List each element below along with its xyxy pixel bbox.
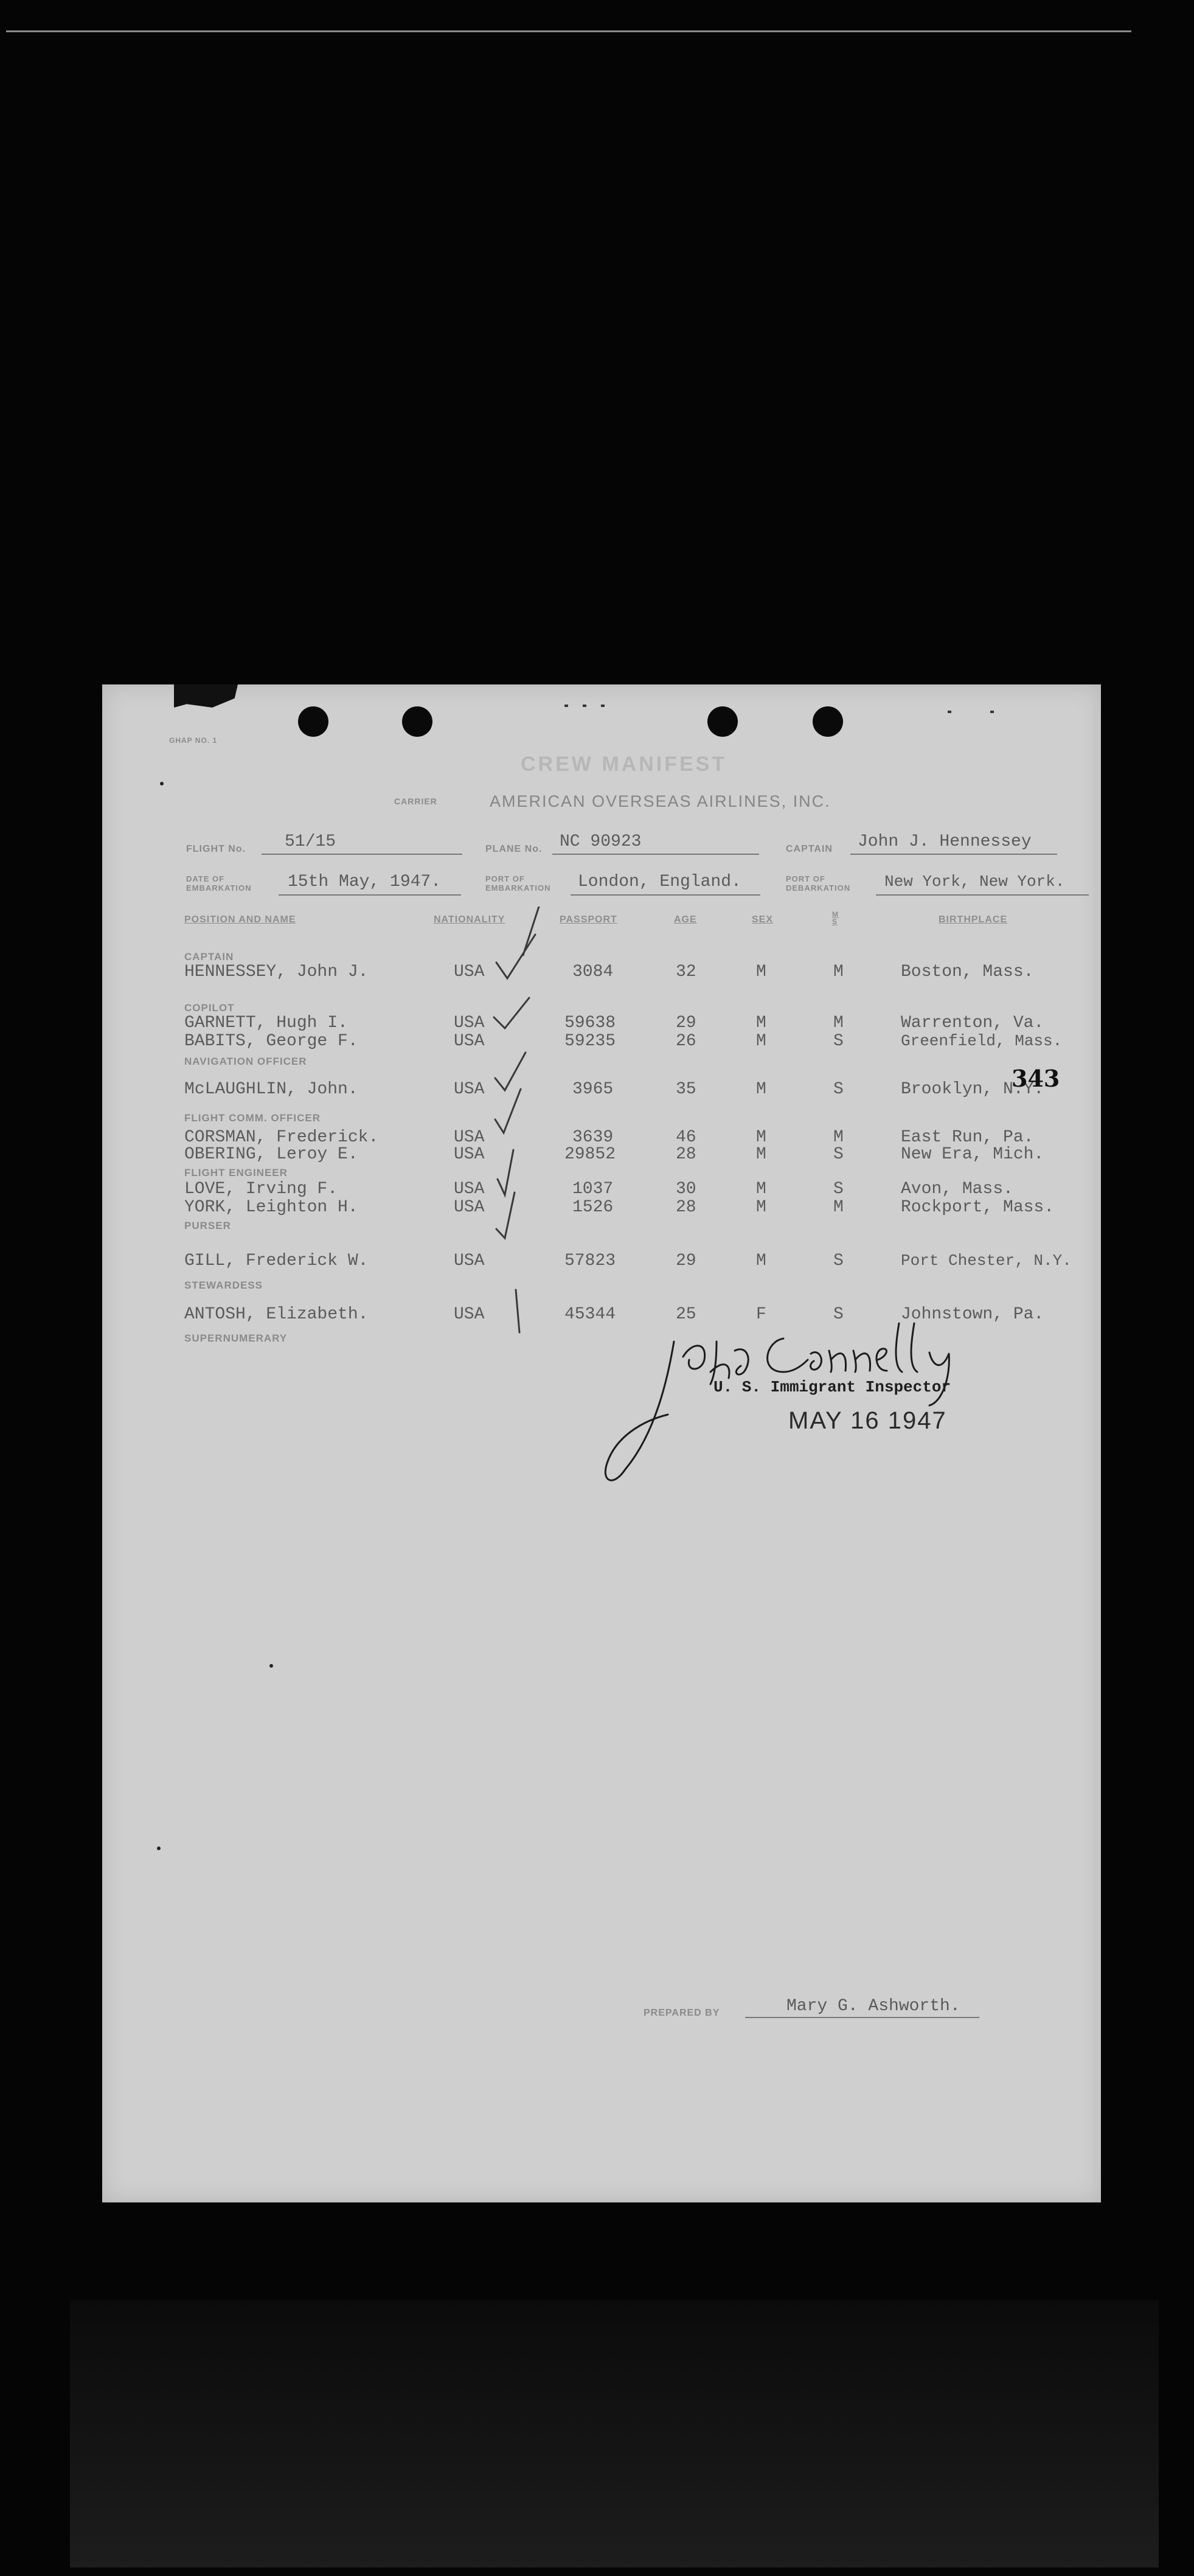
port-embark-value: London, England. xyxy=(578,872,741,891)
crew-passport: 3084 xyxy=(572,963,614,981)
flight-label: FLIGHT No. xyxy=(186,844,246,854)
torn-corner xyxy=(174,684,238,708)
crew-birthplace: New Era, Mich. xyxy=(901,1145,1044,1164)
punch-hole-2 xyxy=(402,706,432,737)
crew-marital: M xyxy=(833,1198,844,1217)
manifest-page xyxy=(102,684,1101,2202)
speck xyxy=(583,705,586,707)
section-label: NAVIGATION OFFICER xyxy=(184,1056,307,1067)
crew-marital: M xyxy=(833,1128,844,1147)
crew-age: 32 xyxy=(676,963,696,981)
supernumerary-label: SUPERNUMERARY xyxy=(184,1332,288,1344)
crew-marital: S xyxy=(833,1180,844,1199)
crew-passport: 45344 xyxy=(564,1305,616,1324)
crew-nationality: USA xyxy=(454,1128,485,1147)
crew-name: LOVE, Irving F. xyxy=(184,1180,338,1199)
crew-nationality: USA xyxy=(454,1032,485,1051)
crew-marital: S xyxy=(833,1251,844,1270)
col-passport: PASSPORT xyxy=(560,914,617,925)
speck xyxy=(160,782,164,785)
crew-sex: M xyxy=(756,1080,766,1099)
crew-birthplace: Greenfield, Mass. xyxy=(901,1032,1063,1050)
captain-rule xyxy=(850,854,1057,855)
crew-passport: 59638 xyxy=(564,1014,616,1032)
crew-age: 30 xyxy=(676,1180,696,1199)
crew-marital: S xyxy=(833,1145,844,1164)
port-debark-label-2: DEBARKATION xyxy=(786,883,851,893)
crew-name: OBERING, Leroy E. xyxy=(184,1145,358,1164)
carrier-name: AMERICAN OVERSEAS AIRLINES, INC. xyxy=(490,792,831,810)
crew-passport: 29852 xyxy=(564,1145,616,1164)
plane-value: NC 90923 xyxy=(560,832,642,851)
page-title: CREW MANIFEST xyxy=(521,753,727,776)
speck xyxy=(601,705,605,707)
crew-name: CORSMAN, Frederick. xyxy=(184,1128,379,1147)
crew-sex: M xyxy=(756,1145,766,1164)
crew-age: 46 xyxy=(676,1128,696,1147)
crew-age: 29 xyxy=(676,1251,696,1270)
form-code: GHAP NO. 1 xyxy=(169,736,218,745)
flight-value: 51/15 xyxy=(285,832,336,851)
crew-marital: S xyxy=(833,1305,844,1324)
prepared-by-label: PREPARED BY xyxy=(644,2008,720,2018)
crew-name: ANTOSH, Elizabeth. xyxy=(184,1305,369,1324)
crew-nationality: USA xyxy=(454,1251,485,1270)
crew-birthplace: Johnstown, Pa. xyxy=(901,1305,1044,1324)
speck xyxy=(269,1664,273,1668)
carrier-label: CARRIER xyxy=(394,796,437,806)
crew-age: 29 xyxy=(676,1014,696,1032)
crew-nationality: USA xyxy=(454,963,485,981)
crew-sex: F xyxy=(756,1305,766,1324)
crew-marital: S xyxy=(833,1032,844,1051)
punch-hole-3 xyxy=(707,706,738,737)
section-label: COPILOT xyxy=(184,1002,235,1014)
crew-sex: M xyxy=(756,1128,766,1147)
crew-name: GARNETT, Hugh I. xyxy=(184,1014,348,1032)
crew-name: HENNESSEY, John J. xyxy=(184,963,369,981)
crew-birthplace: Warrenton, Va. xyxy=(901,1014,1044,1032)
crew-name: GILL, Frederick W. xyxy=(184,1251,369,1270)
crew-birthplace: Avon, Mass. xyxy=(901,1180,1013,1199)
crew-sex: M xyxy=(756,1032,766,1051)
crew-sex: M xyxy=(756,1251,766,1270)
stamp-date: MAY 16 1947 xyxy=(788,1407,947,1434)
crew-nationality: USA xyxy=(454,1180,485,1199)
speck xyxy=(990,711,994,713)
crew-name: BABITS, George F. xyxy=(184,1032,358,1051)
prepared-by-value: Mary G. Ashworth. xyxy=(786,1997,960,2016)
col-age: AGE xyxy=(674,914,697,925)
captain-value: John J. Hennessey xyxy=(858,832,1032,851)
flight-rule xyxy=(262,854,462,855)
crew-sex: M xyxy=(756,1014,766,1032)
speck xyxy=(564,705,568,707)
inspector-title: U. S. Immigrant Inspector xyxy=(713,1378,951,1396)
crew-sex: M xyxy=(756,1180,766,1199)
speck xyxy=(948,711,951,713)
speck xyxy=(157,1847,161,1850)
section-label: FLIGHT COMM. OFFICER xyxy=(184,1112,321,1124)
crew-birthplace: Port Chester, N.Y. xyxy=(901,1251,1072,1270)
port-debark-value: New York, New York. xyxy=(884,872,1065,891)
prepared-by-rule xyxy=(745,2017,979,2018)
crew-nationality: USA xyxy=(454,1080,485,1099)
crew-nationality: USA xyxy=(454,1305,485,1324)
embark-date-value: 15th May, 1947. xyxy=(288,872,442,891)
port-debark-rule xyxy=(876,894,1089,896)
port-embark-label-1: PORT OF xyxy=(485,874,525,883)
col-birthplace: BIRTHPLACE xyxy=(939,914,1008,925)
plane-label: PLANE No. xyxy=(485,844,543,854)
plane-rule xyxy=(552,854,759,855)
captain-label: CAPTAIN xyxy=(786,844,833,854)
page-number-stamp: 343 xyxy=(1012,1065,1060,1092)
crew-sex: M xyxy=(756,963,766,981)
crew-passport: 57823 xyxy=(564,1251,616,1270)
crew-passport: 59235 xyxy=(564,1032,616,1051)
crew-birthplace: Brooklyn, N.Y. xyxy=(901,1080,1044,1099)
crew-passport: 3639 xyxy=(572,1128,614,1147)
crew-passport: 1526 xyxy=(572,1198,614,1217)
crew-age: 26 xyxy=(676,1032,696,1051)
crew-passport: 3965 xyxy=(572,1080,614,1099)
section-label: STEWARDESS xyxy=(184,1279,263,1291)
port-embark-label-2: EMBARKATION xyxy=(485,883,551,893)
crew-passport: 1037 xyxy=(572,1180,614,1199)
crew-name: McLAUGHLIN, John. xyxy=(184,1080,358,1099)
crew-marital: S xyxy=(833,1080,844,1099)
crew-age: 25 xyxy=(676,1305,696,1324)
date-rule xyxy=(279,894,461,896)
section-label: FLIGHT ENGINEER xyxy=(184,1167,288,1178)
date-label-1: DATE OF xyxy=(186,874,225,883)
crew-nationality: USA xyxy=(454,1014,485,1032)
crew-name: YORK, Leighton H. xyxy=(184,1198,358,1217)
crew-nationality: USA xyxy=(454,1198,485,1217)
port-embark-rule xyxy=(571,894,760,896)
col-nationality: NATIONALITY xyxy=(434,914,505,925)
crew-age: 28 xyxy=(676,1198,696,1217)
crew-marital: M xyxy=(833,963,844,981)
punch-hole-1 xyxy=(298,706,328,737)
date-label-2: EMBARKATION xyxy=(186,883,252,893)
col-position-name: POSITION AND NAME xyxy=(184,914,296,925)
punch-hole-4 xyxy=(813,706,843,737)
crew-nationality: USA xyxy=(454,1145,485,1164)
crew-age: 28 xyxy=(676,1145,696,1164)
crew-sex: M xyxy=(756,1198,766,1217)
inspector-signature xyxy=(601,1305,1100,1500)
crew-marital: M xyxy=(833,1014,844,1032)
checkmark-column xyxy=(491,907,558,1351)
section-label: PURSER xyxy=(184,1220,231,1231)
crew-age: 35 xyxy=(676,1080,696,1099)
crew-birthplace: Boston, Mass. xyxy=(901,963,1034,981)
crew-birthplace: East Run, Pa. xyxy=(901,1128,1034,1147)
scanner-bed-shadow xyxy=(70,2300,1159,2567)
col-marital: M S xyxy=(832,910,839,926)
crew-birthplace: Rockport, Mass. xyxy=(901,1198,1055,1217)
col-sex: SEX xyxy=(752,914,774,925)
section-label: CAPTAIN xyxy=(184,951,234,963)
port-debark-label-1: PORT OF xyxy=(786,874,825,883)
scan-top-rule xyxy=(6,30,1131,32)
